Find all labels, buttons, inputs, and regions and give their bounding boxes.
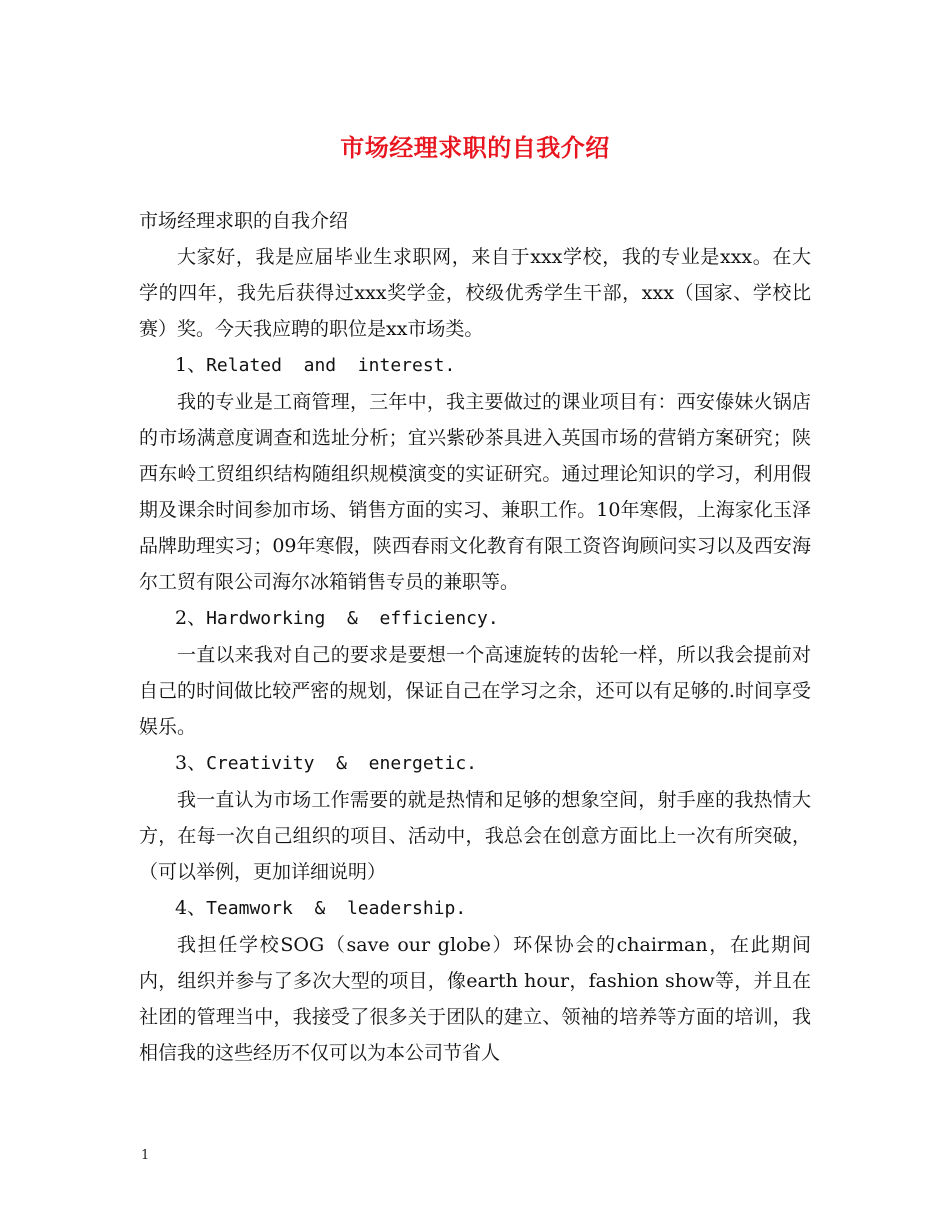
section-heading-3: [139, 745, 811, 782]
document-subtitle: 市场经理求职的自我介绍: [139, 210, 349, 232]
page-number: 1: [141, 1148, 150, 1163]
section-number: 1、: [175, 354, 207, 376]
section-body-2: 一直以来我对自己的要求是要想一个高速旋转的齿轮一样，所以我会提前对自己的时间做比较严密的规划，保证自己在学习之余，还可以有足够的.时间享受娱乐。: [139, 644, 811, 738]
section-body-1: 我的专业是工商管理，三年中，我主要做过的课业项目有：西安傣妹火锅店的市场满意度调查和选址分析；宜兴紫砂茶具进入英国市场的营销方案研究；陕西东岭工贸组织结构随组织规模演变的实证研究。通过理论知识的学习，利用假期及课余时间参加市场、销售方面的实习、兼职工作。10年寒假，上海家化玉泽品牌助理实习；09年寒假，陕西春雨文化教育有限工资咨询顾问实习以及西安海尔工贸有限公司海尔冰箱销售专员的兼职等。: [139, 391, 811, 593]
document-body: [139, 203, 811, 1071]
section-heading-4: [139, 890, 811, 927]
section-heading-text: Related and interest.: [206, 355, 456, 376]
intro-paragraph: 大家好，我是应届毕业生求职网，来自于xxx学校，我的专业是xxx。在大学的四年，我先后获得过xxx奖学金，校级优秀学生干部，xxx（国家、学校比赛）奖。今天我应聘的职位是xx市场类。: [139, 246, 811, 340]
section-number: 2、: [175, 607, 207, 629]
section-heading-text: Creativity & energetic.: [206, 753, 478, 774]
section-body-4: 我担任学校SOG（save our globe）环保协会的chairman，在此期间内，组织并参与了多次大型的项目，像earth hour，fashion show等，并且在社团的管理当中，我接受了很多关于团队的建立、领袖的培养等方面的培训，我相信我的这些经历不仅可以为本公司节省人: [139, 934, 811, 1064]
section-body-3: 我一直认为市场工作需要的就是热情和足够的想象空间，射手座的我热情大方，在每一次自己组织的项目、活动中，我总会在创意方面比上一次有所突破，（可以举例，更加详细说明）: [139, 789, 811, 883]
section-heading-text: Teamwork & leadership.: [206, 898, 467, 919]
section-number: 3、: [175, 752, 207, 774]
section-heading-text: Hardworking & efficiency.: [206, 608, 499, 629]
document-title: 市场经理求职的自我介绍: [340, 133, 610, 162]
section-number: 4、: [175, 897, 207, 919]
section-heading-2: [139, 600, 811, 637]
section-heading-1: [139, 347, 811, 384]
